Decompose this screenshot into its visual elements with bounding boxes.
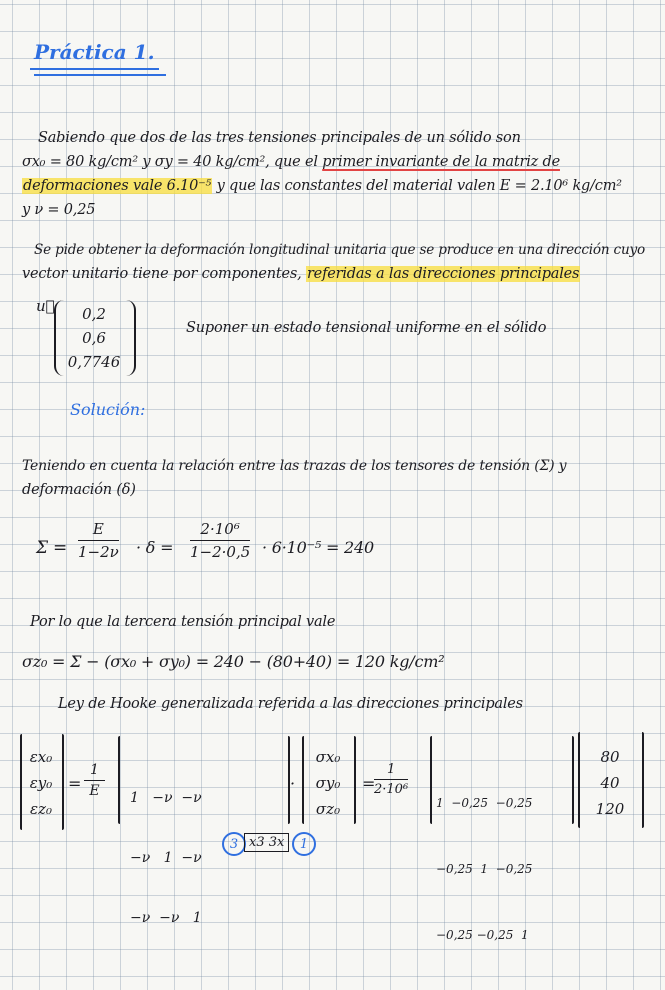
matrix-1-row-3: −ν −ν 1 [130, 910, 202, 926]
eq1-denominator: 1−2ν [78, 543, 119, 561]
highlight-deformations: deformaciones vale 6.10⁻⁵ [23, 178, 212, 194]
matrix-2-row-3: −0,25 −0,25 1 [436, 928, 529, 942]
value-2: 40 [600, 774, 620, 792]
assumption-text: Suponer un estado tensional uniforme en el sólido [186, 320, 547, 336]
coef-1 [84, 762, 105, 799]
strain-z: εz₀ [30, 800, 52, 818]
vector-component-3: 0,7746 [67, 353, 121, 371]
eq1-rhs: · 6·10⁻⁵ = 240 [262, 538, 374, 557]
dim-circle-1: 3 [222, 832, 246, 856]
problem-line-2a: σx₀ = 80 kg/cm² y σy = 40 kg/cm², que el [22, 154, 323, 170]
value-3: 120 [595, 800, 625, 818]
eq1-denominator-2: 1−2·0,5 [190, 543, 251, 561]
stress-x: σx₀ [315, 748, 341, 766]
coef-2 [374, 762, 408, 797]
equals-sign-1: = [68, 774, 82, 793]
problem-line-6a: vector unitario tiene por componentes, [22, 266, 306, 282]
highlight-principal-directions: referidas a las direcciones principales [306, 266, 580, 282]
eq1-lhs: Σ = [36, 538, 68, 558]
problem-line-4: y ν = 0,25 [22, 202, 96, 218]
strain-x: εx₀ [29, 748, 53, 766]
stress-z: σz₀ [315, 800, 341, 818]
dot-operator: · [290, 774, 295, 793]
problem-line-5: Se pide obtener la deformación longitudinal unitaria que se produce en una dirección cuyo [34, 242, 645, 258]
solution-line-3: Por lo que la tercera tensión principal vale [30, 614, 336, 630]
direction-vector [58, 302, 130, 374]
problem-line-2 [22, 152, 560, 172]
matrix-2 [436, 748, 532, 990]
matrix-2-row-1: 1 −0,25 −0,25 [436, 796, 533, 810]
matrix-1-row-2: −ν 1 −ν [130, 850, 202, 866]
highlight-first-invariant: primer invariante de la matriz de [322, 154, 560, 170]
problem-line-3 [22, 176, 622, 196]
coef-2-num: 1 [374, 762, 408, 780]
title-underline [34, 74, 166, 76]
eq1-fraction [78, 520, 119, 561]
eq2: σz₀ = Σ − (σx₀ + σy₀) = 240 − (80+40) = 120 kg/cm² [22, 652, 445, 671]
eq1-mid: · δ = [136, 538, 174, 557]
solution-header: Solución: [70, 400, 146, 419]
solution-line-2: deformación (δ) [22, 482, 136, 498]
eq1-numerator-2: 2·10⁶ [190, 520, 250, 541]
value-1: 80 [600, 748, 620, 766]
problem-line-6 [22, 264, 580, 284]
eq1-fraction-2 [190, 520, 250, 561]
strain-vector [22, 744, 60, 822]
page-title: Práctica 1. [30, 40, 159, 70]
vector-symbol: u⃗ [36, 297, 55, 315]
dim-box: x3 3x [244, 833, 289, 852]
equals-sign-2: = [362, 774, 376, 793]
matrix-1-row-1: 1 −ν −ν [130, 790, 202, 806]
problem-line-3b: y que las constantes del material valen E = 2.10⁶ kg/cm² [212, 178, 622, 194]
strain-y: εy₀ [29, 774, 53, 792]
matrix-1 [130, 748, 202, 968]
matrix-2-row-2: −0,25 1 −0,25 [436, 862, 533, 876]
coef-1-num: 1 [84, 762, 105, 781]
vector-component-1: 0,2 [82, 305, 106, 323]
eq1-numerator: E [78, 520, 119, 541]
coef-1-den: E [89, 783, 100, 799]
solution-line-4: Ley de Hooke generalizada referida a las direcciones principales [58, 696, 523, 712]
vector-component-2: 0,6 [82, 329, 106, 347]
problem-line-1: Sabiendo que dos de las tres tensiones principales de un sólido son [38, 130, 521, 146]
solution-line-1: Teniendo en cuenta la relación entre las trazas de los tensores de tensión (Σ) y [22, 458, 567, 474]
stress-y: σy₀ [315, 774, 341, 792]
coef-2-den: 2·10⁶ [374, 782, 409, 797]
dim-circle-2: 1 [292, 832, 316, 856]
values-vector [580, 744, 640, 822]
stress-vector [304, 744, 352, 822]
